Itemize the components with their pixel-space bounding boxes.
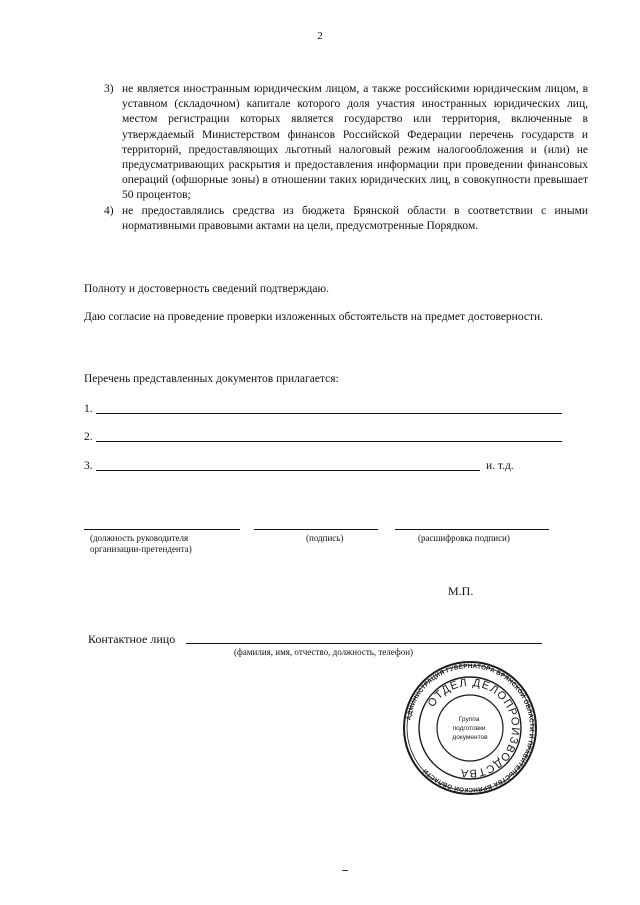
document-line-1 [84, 402, 93, 416]
official-stamp-icon [402, 660, 538, 796]
stamp-outer-text: АДМИНИСТРАЦИЯ ГУБЕРНАТОРА БРЯНСКОЙ ОБЛАСТИ И ПРАВИТЕЛЬСТВА БРЯНСКОЙ ОБЛАСТИ [405, 662, 536, 794]
document-line-3 [84, 459, 93, 473]
contact-label: Контактное лицо [88, 632, 176, 646]
document-line-underline[interactable] [96, 441, 562, 442]
position-caption: (должность руководителя организации-претендента) [90, 533, 192, 554]
page-number: 2 [317, 30, 323, 42]
position-underline[interactable] [84, 529, 240, 530]
list-item-text: не предоставлялись средства из бюджета Брянской области в соответствии с иными нормативными правовыми актами на цели, предусмотренные Порядком. [122, 204, 588, 232]
list-item-text: не является иностранным юридическим лицом, а также российскими юридическим лицом, в уставном (складочном) капитале которого доля участия иностранных юридических лиц, местом регистрации которых является государство или территория, включенные в утверждаемый Министерством финансов Российской Федерации перечень государств и территорий, предоставляющих льготный налоговый режим налогообложения и (или) не предусматривающих раскрытия и предоставления информации при проведении финансовых операций (офшорные зоны) в отношении таких юридических лиц, в совокупности превышает 50 процентов; [122, 83, 588, 202]
document-line-underline[interactable] [96, 413, 562, 414]
documents-intro: Перечень представленных документов прилагается: [84, 373, 339, 385]
conditions-list [104, 82, 588, 234]
signature-caption: (подпись) [306, 533, 344, 543]
decoding-underline[interactable] [395, 529, 549, 530]
decoding-caption: (расшифровка подписи) [418, 533, 510, 543]
svg-text:Группа подготовки доку: Группа подготовки документов [452, 716, 488, 741]
list-item-number: 3) [104, 83, 114, 95]
list-item-number: 4) [104, 204, 114, 217]
contact-underline[interactable] [186, 643, 542, 644]
contact-caption: (фамилия, имя, отчество, должность, телефон) [234, 647, 414, 657]
document-line-2 [84, 430, 93, 444]
signature-underline[interactable] [254, 529, 378, 530]
list-item [104, 204, 588, 234]
confirm-statement: Полноту и достоверность сведений подтверждаю. [84, 283, 329, 295]
stamp-inner-text: ОТДЕЛ ДЕЛОПРОИЗВОДСТВА [425, 676, 522, 780]
document-line-number: 2. [84, 431, 93, 443]
document-line-number: 3. [84, 460, 93, 472]
consent-statement: Даю согласие на проведение проверки изложенных обстоятельств на предмет достоверности. [84, 311, 544, 323]
list-item [104, 82, 588, 204]
document-line-number: 1. [84, 403, 93, 415]
document-line-suffix: и. т.д. [486, 460, 514, 472]
footer-mark [342, 870, 348, 871]
document-line-underline[interactable] [96, 470, 480, 471]
seal-placeholder-label: М.П. [448, 584, 474, 598]
